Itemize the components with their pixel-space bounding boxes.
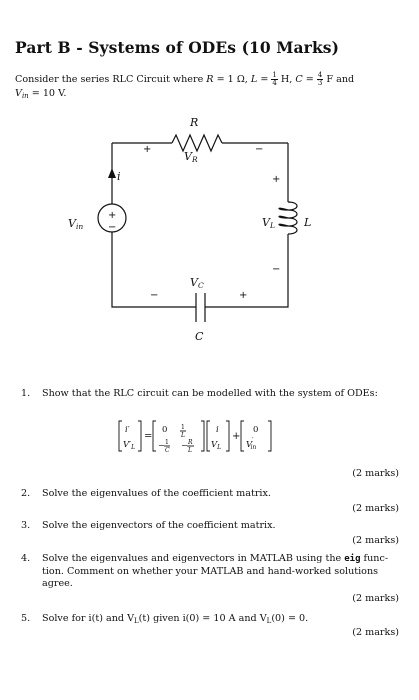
fraction-L: $\frac{1}{4}$	[272, 71, 277, 87]
matrix-b-top: 0	[253, 425, 259, 435]
vl-label: VL	[262, 216, 275, 230]
matrix-a22-num: R	[188, 439, 193, 446]
vr-minus-sign: −	[255, 144, 264, 155]
resistor-label: R	[190, 116, 199, 129]
matrix-lhs-bot: $V'_L$	[123, 440, 136, 451]
source-minus-sign: −	[108, 222, 117, 233]
matrix-a22-sign: −	[181, 441, 188, 450]
document-page: Part B - Systems of ODEs (10 Marks) Consider the series RLC Circuit where R = 1 Ω, L = $\frac{1}{4}$ H, C = $\frac{4}{3}$ F and $V_{in} = 10$ V. R VR i Vin VL L VC C + − + − + − − + 1. Show that the RLC circuit can be modelled with the system of ODEs: i′ $V'_L$ = 0 1 L − 1 C − R L i $V_L$ + 0 V′ in (2 marks) 2. Solve the eigenvalues of the coefficient matrix. (2 marks) 3. Solve the eigenvectors of the coefficient matrix. (2 marks) 4. Solve the eigenvalues and eigenvectors in MATLAB using the eig func- tion. Comment on whether your MATLAB and hand-worked solutions agree. (2 marks) 5. Solve for i(t) and $V_L(t)$ given i(0) = 10 A and $V_L(0) = 0$. (2 marks)	[0, 0, 419, 700]
matrix-equals: =	[144, 431, 153, 442]
matrix-a11: 0	[162, 425, 168, 435]
section-title: Part B - Systems of ODEs (10 Marks)	[15, 38, 340, 57]
fraction-C: $\frac{4}{3}$	[317, 71, 323, 87]
matrix-v-bot: V	[211, 440, 218, 450]
vc-label: VC	[190, 276, 204, 290]
marks-q1: (2 marks)	[352, 468, 399, 479]
vl-minus-sign: −	[272, 264, 281, 275]
capacitor-label: C	[195, 330, 204, 343]
ode-matrix-equation	[118, 418, 298, 454]
matrix-a21-den: C	[165, 447, 170, 454]
inductor-label: L	[304, 216, 312, 229]
matrix-a12-den: L	[181, 432, 185, 439]
source-plus-sign: +	[108, 210, 117, 221]
code-eig: eig	[344, 554, 361, 564]
inductor-symbol	[279, 202, 297, 234]
matrix-lhs-top: i′	[125, 425, 130, 435]
marks-q2: (2 marks)	[352, 503, 399, 514]
intro-paragraph: Consider the series RLC Circuit where R = 1 Ω, L = $\frac{1}{4}$ H, C = $\frac{4}{3}$ F and $V_{in} = 10$ V.	[15, 71, 355, 100]
vr-plus-sign: +	[143, 144, 152, 155]
matrix-plus: +	[232, 431, 241, 442]
svg-text:V′in: V′ in	[246, 437, 257, 451]
matrix-v-top: i	[216, 425, 219, 435]
current-label: i	[117, 170, 121, 183]
matrix-a22-den: L	[188, 447, 192, 454]
marks-q5: (2 marks)	[352, 627, 399, 638]
vin-label: Vin	[68, 217, 84, 231]
vr-label: VR	[184, 150, 198, 164]
matrix-a12-num: 1	[181, 424, 185, 431]
matrix-a21-sign: −	[158, 441, 165, 450]
vc-plus-sign: +	[239, 290, 248, 301]
matrix-b-bot: V	[246, 440, 253, 450]
marks-q4: (2 marks)	[352, 593, 399, 604]
marks-q3: (2 marks)	[352, 535, 399, 546]
vc-minus-sign: −	[150, 290, 159, 301]
matrix-a21-num: 1	[165, 439, 169, 446]
vl-plus-sign: +	[272, 174, 281, 185]
current-arrow-icon	[108, 168, 116, 178]
resistor-symbol	[172, 135, 222, 151]
svg-text:VL: $V_L$	[211, 440, 222, 451]
